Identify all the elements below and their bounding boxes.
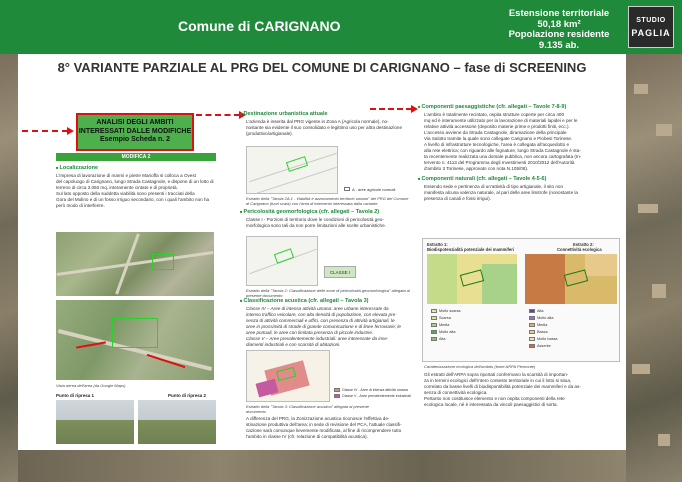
acus-line: aree portuali, le aree con limitata presenza di piccole industrie. <box>246 330 374 335</box>
acustica-legend-2: Classe V - Aree prevalentemente industriali <box>342 394 411 398</box>
acus-caption-2: documento <box>246 409 266 414</box>
legend-right-label: Assente <box>537 344 551 348</box>
acus-tail-line: A differenza del PRG, la Zonizzazione acustica riconosce l'effettiva de- <box>246 416 390 421</box>
paes-line: A livello di infrastrutture tecnologiche, l'area è collegata all'acquedotto e <box>424 142 570 147</box>
paes-line: mq ed è interamente utilizzato per la lavorazione di materiali lapidei e per le <box>424 118 578 123</box>
geomorfologica-heading: ■ Pericolosità geomorfologica (cfr. allegati – Tavola 2) <box>240 209 379 215</box>
legend-left-label: Alta <box>439 337 446 341</box>
acus-line: senza di attività commerciali e uffici, con presenza di attività artigianali, le <box>246 318 395 323</box>
concl-line: za in termini ecologici dell'intero contesto territoriale in cui il lotto si situa, <box>424 378 572 383</box>
geo-caption-1: Estratto della "Tavola 2: Classificazione delle zone di pericolosità geomorfologica" allegata al <box>246 288 410 293</box>
nat-line: manifesta alcuna valenza naturale, al pari delle aree limitrofe (nonostante la <box>424 190 578 195</box>
fig1-title-a: Estratto 1: <box>427 242 448 247</box>
legend-left-item <box>431 323 449 327</box>
prg-legend: A - aree agricole normali <box>352 187 396 192</box>
legend-left-item <box>431 330 455 334</box>
acus-line: diamenti industriali e con scarsità di abitazioni. <box>246 342 341 347</box>
acus-line: Classe V – Aree prevalentemente industriali: aree interessate da inse- <box>246 336 389 341</box>
classe-i-swatch: CLASSE I <box>324 266 356 278</box>
scheda-title: MODIFICA 2 <box>56 153 216 161</box>
legend-right-label: Media <box>537 323 548 327</box>
biopotenzialita-map <box>427 254 517 304</box>
legend-right-item <box>529 344 551 348</box>
dest-line: L'azienda è inserita dal PRG vigente in Zona A (Agricola normale), no- <box>246 119 389 124</box>
acustica-heading: ■ Classificazione acustica (cfr. allegati – Tavola 3) <box>240 298 368 304</box>
acus-line: aree in prossimità di strade di grande comunicazione e di linee ferroviarie; le <box>246 324 401 329</box>
destinazione-heading: ■ Destinazione urbanistica attuale <box>240 111 328 117</box>
header-banner <box>0 0 682 54</box>
concl-line: Gli estratti dell'ARPA sopra riportati confermano la scarsità di importan- <box>424 372 569 377</box>
legend-right-label: Molto bassa <box>537 337 558 341</box>
acustica-conclusion <box>246 416 414 440</box>
destinazione-text <box>246 119 414 137</box>
legend-right-item <box>529 330 548 334</box>
legend-right-item <box>529 309 544 313</box>
paesaggistiche-heading: ■ Componenti paesaggistiche (cfr. allegati – Tavole 7-8-9) <box>418 104 566 110</box>
analisi-line-1: ANALISI DEGLI AMBITI <box>96 119 174 126</box>
punto-ripresa-2-label: Punto di ripresa 2 <box>168 393 207 398</box>
geomorfologica-map <box>246 236 318 286</box>
paes-line: d'ambito 3 Torinese, approvato con nota N.105/08). <box>424 166 529 171</box>
stats-line-3: Popolazione residente <box>508 29 610 40</box>
concl-line: Pertanto non costituisce elemento e non ospita componenti della rete <box>424 396 565 401</box>
ecology-caption: Caratterizzazione ecologica dell'ambito (fonte ARPA Piemonte) <box>424 364 536 369</box>
town-title: Comune di CARIGNANO <box>178 18 341 34</box>
analisi-box <box>76 113 194 151</box>
loc-line: del capoluogo di Carignano, lungo Strada Castagnole, e dispone di un lotto di <box>56 179 214 184</box>
photo-punto-2 <box>138 400 216 444</box>
nat-line: Essendo sede e pertinenza di un'attività di tipo artigianale, il sito non <box>424 184 564 189</box>
paes-line: relative attività accessorie (deposito materie prime e prodotti finiti, ecc.). <box>424 124 570 129</box>
aerial-strip-bottom <box>18 450 626 482</box>
geo-caption-2: presente documento <box>246 293 283 298</box>
acus-tail-line: stinazione produttiva dell'area; in sede di revisione del PCA, l'attuale classifi- <box>246 422 402 427</box>
paes-line: L'ambito è totalmente recintato, ospita strutture coperte per circa 400 <box>424 112 565 117</box>
paes-line: L'accesso avviene da Strada Castagnole, diramazione della principale <box>424 130 567 135</box>
concl-line: correlato da basse livelli di biodispontibilità potenziale dei mammiferi e da as- <box>424 384 581 389</box>
stats-line-1: Estensione territoriale <box>508 8 610 19</box>
acustica-text <box>246 306 414 348</box>
fig2-title-b: Connettività ecologica <box>557 247 602 252</box>
legend-right-label: Bassa <box>537 330 548 334</box>
acus-tail-line: l'ambito in classe IV (cfr. relazione di compatibilità acustica). <box>246 434 368 439</box>
geo-line: Classe I - Porzioni di territorio dove le condizioni di pericolosità geo- <box>246 217 384 222</box>
aerial-map-detail <box>56 300 214 380</box>
arrow-left <box>22 130 68 132</box>
paesaggistiche-text <box>424 112 620 172</box>
arrow-middle <box>196 114 240 116</box>
logo-line-1: STUDIO <box>636 17 666 24</box>
legend-right-label: Alta <box>537 309 544 313</box>
dest-line: (produttivo/artigianale). <box>246 131 293 136</box>
concl-line: senza di connettività ecologica. <box>424 390 488 395</box>
loc-line: Sul lato opposto della suddetta viabilità sono presenti i tracciati della <box>56 191 195 196</box>
analisi-line-2: INTERESSATI DALLE MODIFICHE <box>78 127 192 135</box>
stats-line-2: 50,18 km² <box>537 18 581 30</box>
loc-line: terreno di circa 3.050 mq, interamente cintato e di proprietà. <box>56 185 178 190</box>
paes-line: Via Salotto tramite la quale sono collegate Carignano e Piobesi Torinese. <box>424 136 573 141</box>
naturali-text <box>424 184 620 202</box>
acus-line: Classe IV – Aree di intensa attività umana: aree urbane interessate da <box>246 306 389 311</box>
naturali-heading: ■ Componenti naturali (cfr. allegati – Tavole 4-5-6) <box>418 176 546 182</box>
territory-stats <box>504 9 614 51</box>
paes-line: tervento n. 4113 del Programma degli Investimenti 2010/2012 dell'Autorità <box>424 160 575 165</box>
paes-line: ta recentemente realizzata una dorsale pubblica, non ancora cartografata (In- <box>424 154 582 159</box>
logo-line-2: PAGLIA <box>631 28 671 38</box>
fig1-title-b: Biodispotenzialità potenziale dei mammiferi <box>427 247 515 252</box>
legend-right-item <box>529 337 557 341</box>
geo-line: morfologica sono tali da non porre limitazioni alle scelte urbanistiche. <box>246 223 386 228</box>
legend-swatch-classe-iv <box>334 388 340 392</box>
arrow-right <box>370 108 412 110</box>
punto-ripresa-1-label: Punto di ripresa 1 <box>56 393 95 398</box>
prg-map <box>246 146 338 194</box>
legend-right-item <box>529 323 547 327</box>
loc-line: però modo di interferire. <box>56 203 105 208</box>
legend-right-item <box>529 316 553 320</box>
legend-left-item <box>431 316 451 320</box>
aerial-strip-left <box>0 54 18 482</box>
dest-line: nostante sia evidente il suo consolidato e legittimo uso per altra destinazione <box>246 125 403 130</box>
localizzazione-heading: ■ Localizzazione <box>56 165 98 171</box>
fig2-title-a: Estratto 2: <box>573 242 594 247</box>
legend-left-label: Molto alta <box>439 330 456 334</box>
legend-swatch-classe-v <box>334 394 340 398</box>
acus-line: intenso traffico veicolare, con alta densità di popolazione, con elevata pre- <box>246 312 397 317</box>
ecology-conclusion <box>424 372 620 408</box>
studio-logo <box>628 6 674 48</box>
acustica-map <box>246 350 330 402</box>
concl-line: ecologica locale, né è interessata da vincoli paesaggistici di sorta. <box>424 402 558 407</box>
loc-line: Gora del Molino e di un fosso irriguo secondario, con i quali l'ambito non ha <box>56 197 210 202</box>
analisi-line-3: Esempio Scheda n. 2 <box>99 136 171 143</box>
legend-left-label: Scarsa <box>439 316 451 320</box>
legend-left-item <box>431 309 461 313</box>
photo-punto-1 <box>56 400 134 444</box>
aerial-strip-right <box>626 54 682 482</box>
page-title: 8° VARIANTE PARZIALE AL PRG DEL COMUNE DI CARIGNANO – fase di SCREENING <box>57 60 587 75</box>
aerial-caption: Vista aerea dell'area (da Google Maps) <box>56 383 126 388</box>
legend-left-label: Molto scarsa <box>439 309 461 313</box>
geomorfologica-text <box>246 217 414 229</box>
legend-left-label: Media <box>439 323 450 327</box>
localizzazione-text <box>56 173 216 209</box>
nat-line: presenza di canali e fossi irrigui). <box>424 196 491 201</box>
legend-swatch <box>344 187 350 191</box>
ecology-figure <box>422 238 620 362</box>
legend-left-item <box>431 337 446 341</box>
acustica-legend-1: Classe IV - Aree di intensa attività umana <box>342 388 408 392</box>
aerial-map-overview <box>56 232 214 296</box>
stats-line-4: 9.135 ab. <box>538 39 580 51</box>
paes-line: alla rete elettrica; con riguardo alle fognature, lungo Strada Castagnole è sta- <box>424 148 581 153</box>
prg-caption-2: di Carignano (fuori scala) con l'area di intervento interessata dalla variante <box>246 201 378 206</box>
connettivita-map <box>525 254 617 304</box>
acus-caption-1: Estratto della "Tavola 3: Classificazione acustica" allegata al presente <box>246 404 369 409</box>
loc-line: L'impresa di lavorazione di marmi e pietre Marioffa si colloca a Ovest <box>56 173 196 178</box>
acus-tail-line: cazione sarà comunque lievemente modificata, al fine di ricomprendere tutto <box>246 428 402 433</box>
prg-caption-1: Estratto della "Tavola 2A.1 - Viabilità e azzonamento territorio urbano" del PRG del Comune <box>246 196 409 201</box>
legend-right-label: Molto alta <box>537 316 554 320</box>
